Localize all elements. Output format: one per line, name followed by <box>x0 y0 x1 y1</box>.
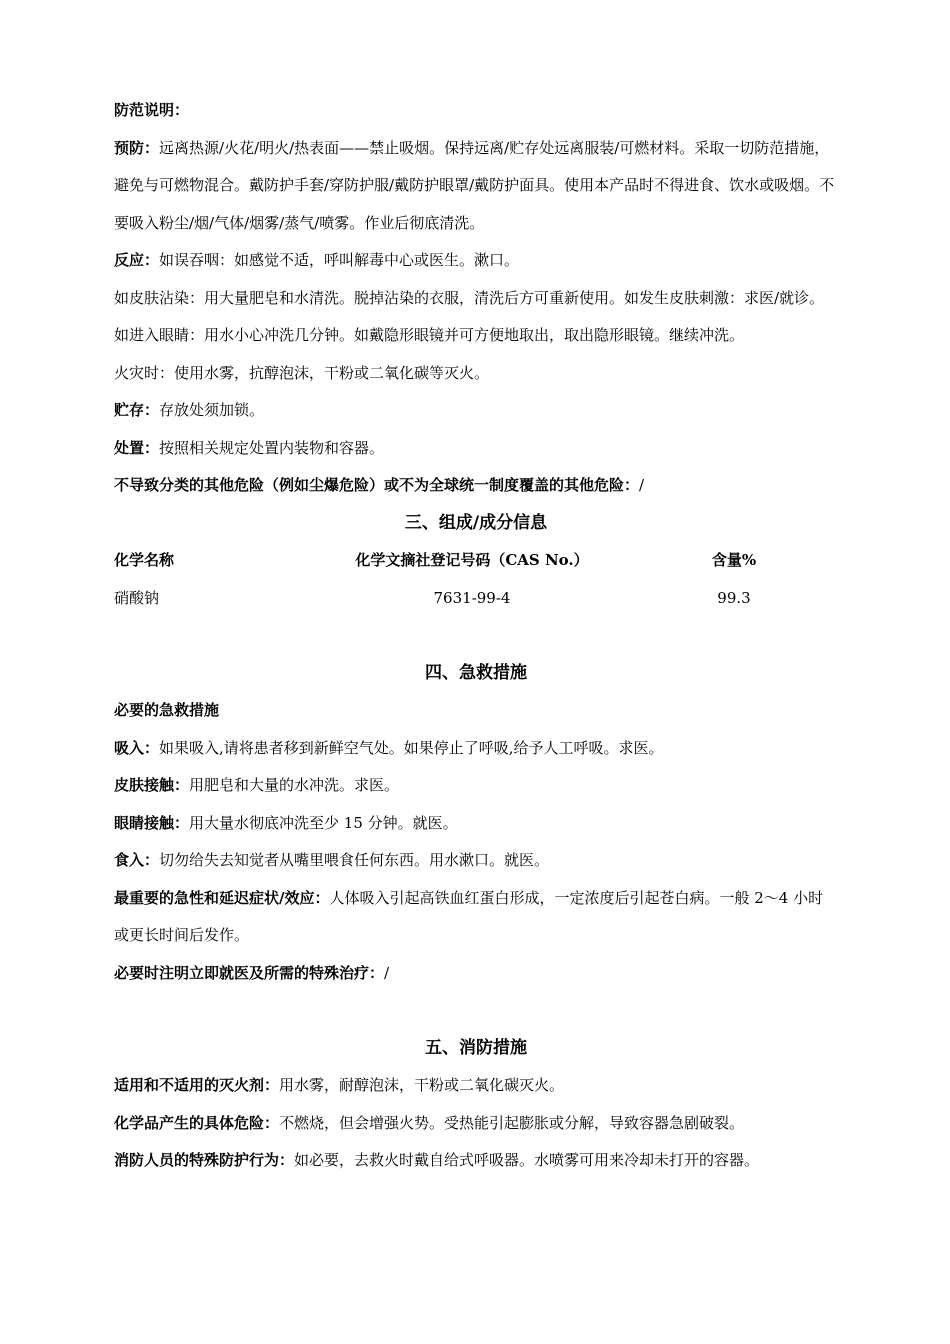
eye-contact-label: 眼睛接触： <box>114 813 190 832</box>
inhalation-text: 如果吸入,请将患者移到新鲜空气处。如果停止了呼吸,给予人工呼吸。求医。 <box>159 738 664 757</box>
other-hazards-label: 不导致分类的其他危险（例如尘爆危险）或不为全球统一制度覆盖的其他危险： <box>114 476 640 494</box>
storage-paragraph <box>114 392 838 430</box>
disposal-paragraph <box>114 430 838 468</box>
firefighter-protection-label: 消防人员的特殊防护行为： <box>114 1151 295 1169</box>
treatment-paragraph <box>114 955 838 993</box>
other-hazards-paragraph <box>114 467 838 505</box>
section4-title: 四、急救措施 <box>425 662 527 683</box>
first-aid-subheading: 必要的急救措施 <box>114 701 220 719</box>
skin-contact-label: 皮肤接触： <box>114 776 190 794</box>
table-header-name: 化学名称 <box>114 551 175 569</box>
extinguishing-media-paragraph <box>114 1067 838 1105</box>
disposal-text: 按照相关规定处置内装物和容器。 <box>159 438 385 457</box>
eye-response-paragraph: 如进入眼睛：用水小心冲洗几分钟。如戴隐形眼镜并可方便地取出，取出隐形眼镜。继续冲洗。 <box>114 326 745 344</box>
specific-hazard-paragraph <box>114 1105 838 1143</box>
other-hazards-text: / <box>639 476 645 494</box>
treatment-text: / <box>384 963 390 982</box>
spacer <box>114 992 838 1030</box>
treatment-label: 必要时注明立即就医及所需的特殊治疗： <box>114 963 385 982</box>
precaution-heading: 防范说明： <box>114 101 190 119</box>
disposal-label: 处置： <box>114 438 160 457</box>
ingestion-label: 食入： <box>114 851 160 869</box>
extinguishing-media-text: 用水雾，耐醇泡沫，干粉或二氧化碳灭火。 <box>279 1076 565 1094</box>
firefighter-protection-text: 如必要，去救火时戴自给式呼吸器。水喷雾可用来冷却未打开的容器。 <box>294 1151 760 1169</box>
skin-contact-paragraph <box>114 767 838 805</box>
skin-response-paragraph: 如皮肤沾染：用大量肥皂和水清洗。脱掉沾染的衣服，清洗后方可重新使用。如发生皮肤刺激：求医/就诊。 <box>114 288 825 307</box>
response-paragraph <box>114 242 838 280</box>
prevention-text: 远离热源/火花/明火/热表面——禁止吸烟。保持远离/贮存处远离服装/可燃材料。采取一切防范措施，避免与可燃物混合。戴防护手套/穿防护服/戴防护眼罩/戴防护面具。使用本产品时不得进食、饮水或吸烟。不要吸入粉尘/烟/气体/烟雾/蒸气/喷雾。作业后彻底清洗。 <box>114 138 835 232</box>
response-label: 反应： <box>114 251 160 269</box>
ingestion-paragraph <box>114 842 838 880</box>
firefighter-protection-paragraph <box>114 1142 838 1180</box>
symptoms-label: 最重要的急性和延迟症状/效应： <box>114 888 330 907</box>
storage-label: 贮存： <box>114 401 160 419</box>
section3-title: 三、组成/成分信息 <box>404 512 548 533</box>
prevention-paragraph <box>114 130 838 243</box>
specific-hazard-label: 化学品产生的具体危险： <box>114 1113 280 1132</box>
spacer <box>114 617 838 655</box>
specific-hazard-text: 不燃烧，但会增强火势。受热能引起膨胀或分解，导致容器急剧破裂。 <box>279 1113 745 1132</box>
eye-contact-text: 用大量水彻底冲洗至少 15 分钟。就医。 <box>189 813 458 832</box>
inhalation-label: 吸入： <box>114 738 160 757</box>
table-header-content: 含量% <box>711 551 757 569</box>
extinguishing-media-label: 适用和不适用的灭火剂： <box>114 1076 280 1094</box>
ingestion-text: 切勿给失去知觉者从嘴里喂食任何东西。用水漱口。就医。 <box>159 851 550 869</box>
prevention-label: 预防： <box>114 138 160 157</box>
response-text: 如误吞咽：如感觉不适，呼叫解毒中心或医生。漱口。 <box>159 251 520 269</box>
composition-table <box>114 542 838 617</box>
inhalation-paragraph <box>114 730 838 768</box>
storage-text: 存放处须加锁。 <box>159 401 265 419</box>
section5-title: 五、消防措施 <box>425 1037 527 1058</box>
table-header-cas: 化学文摘社登记号码（CAS No.） <box>355 551 589 569</box>
eye-contact-paragraph <box>114 805 838 843</box>
table-cell-content: 99.3 <box>717 588 751 607</box>
symptoms-paragraph <box>114 880 838 955</box>
fire-response-paragraph: 火灾时：使用水雾，抗醇泡沫，干粉或二氧化碳等灭火。 <box>114 363 490 382</box>
symptoms-text: 人体吸入引起高铁血红蛋白形成，一定浓度后引起苍白病。一般 2～4 小时或更长时间后发作。 <box>114 888 824 944</box>
skin-contact-text: 用肥皂和大量的水冲洗。求医。 <box>189 776 400 794</box>
table-cell-name: 硝酸钠 <box>114 588 160 607</box>
document-page <box>114 92 838 1180</box>
table-cell-cas: 7631-99-4 <box>433 588 511 607</box>
